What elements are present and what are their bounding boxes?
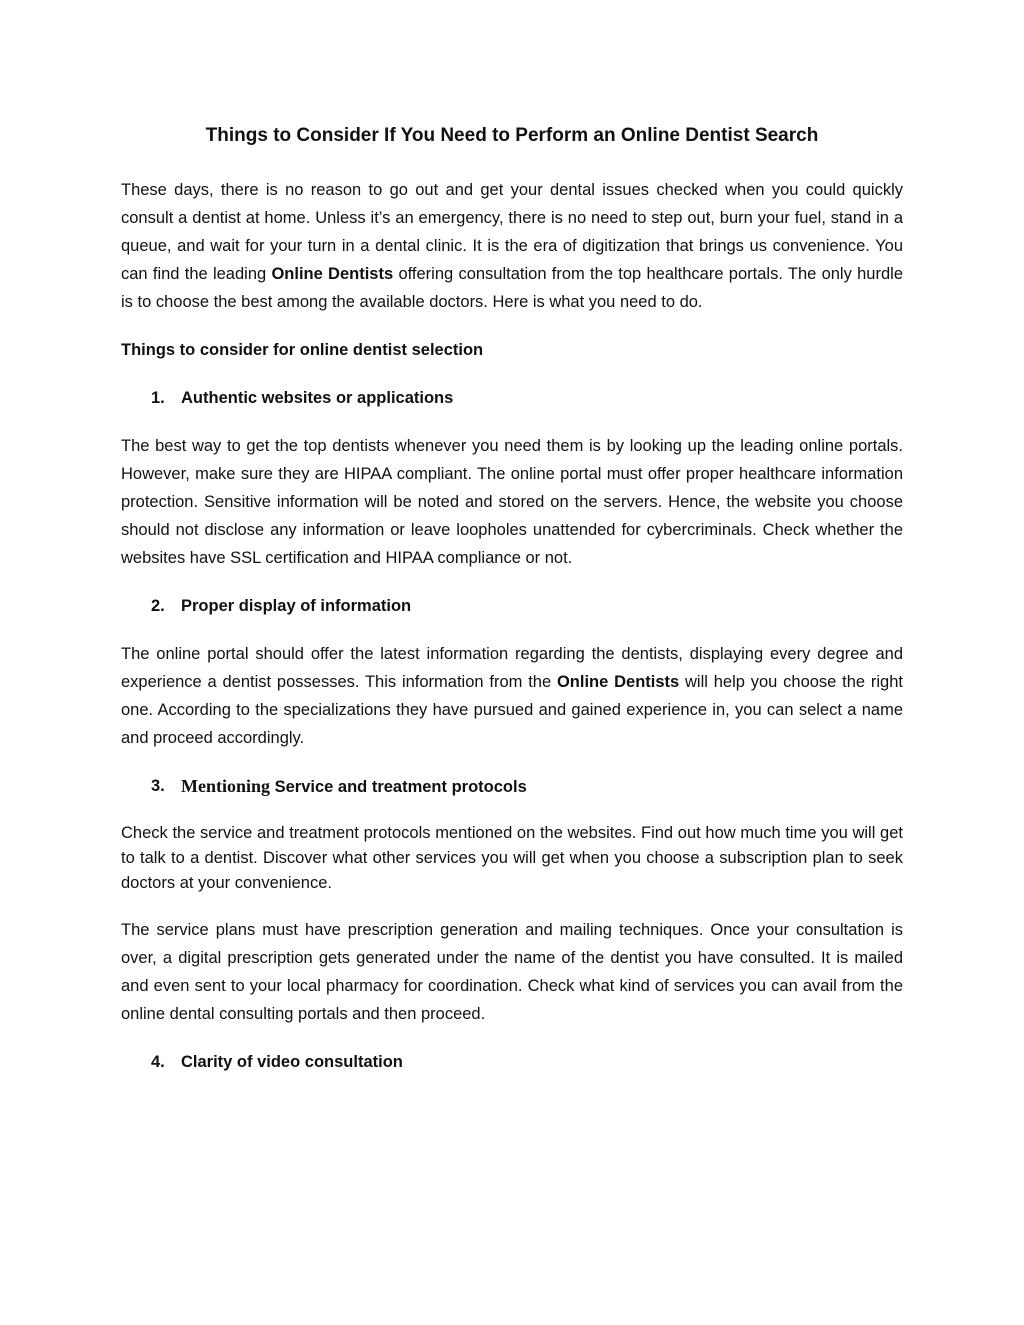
section-3-heading: [121, 772, 903, 801]
section-3-body-1: Check the service and treatment protocols mentioned on the websites. Find out how much time you will get to talk to a dentist. Discover what other services you will get when you choose a subscription plan to seek doctors at your convenience.: [121, 824, 903, 892]
section-4-number: 4.: [151, 1053, 165, 1071]
intro-paragraph: [121, 176, 903, 316]
section-1-heading: [121, 384, 903, 412]
section-1-body: The best way to get the top dentists whenever you need them is by looking up the leading online portals. However, make sure they are HIPAA compliant. The online portal must offer proper healthcare information protection. Sensitive information will be noted and stored on the servers. Hence, the website you choose should not disclose any information or leave loopholes unattended for cybercriminals. Check whether the websites have SSL certification and HIPAA compliance or not.: [121, 437, 903, 567]
intro-bold-term: Online Dentists: [271, 265, 394, 283]
section-3-title-rest: Service and treatment protocols: [270, 778, 527, 796]
section-3-number: 3.: [151, 777, 165, 795]
document-title: Things to Consider If You Need to Perform an Online Dentist Search: [205, 125, 819, 146]
section-2-number: 2.: [151, 597, 165, 615]
section-3-title: [181, 772, 527, 801]
section-2-bold-term: Online Dentists: [556, 673, 680, 691]
section-subheading: Things to consider for online dentist selection: [121, 341, 484, 359]
section-2-title: Proper display of information: [181, 597, 412, 615]
section-3-title-serif: Mentioning: [181, 776, 271, 796]
intro-text-before: These days, there is no reason to go out and get your dental issues checked when you could quickly consult a dentist at home. Unless it’s an emergency, there is no need to step out, burn your fuel, stand in a queue, and wait for your turn in a dental clinic. It is the era of digitization that brings us convenience. You can find the leading: [121, 181, 903, 283]
intro-text-after: offering consultation from the top healthcare portals. The only hurdle is to choose the best among the available doctors. Here is what you need to do.: [121, 265, 903, 311]
document-page: [121, 122, 903, 1076]
section-3-body-2: The service plans must have prescription generation and mailing techniques. Once your consultation is over, a digital prescription gets generated under the name of the dentist you have consulted. It is mailed and even sent to your local pharmacy for coordination. Check what kind of services you can avail from the online dental consulting portals and then proceed.: [121, 921, 903, 1023]
section-2-text-after: will help you choose the right one. According to the specializations they have pursued and gained experience in, you can select a name and proceed accordingly.: [121, 673, 903, 747]
section-2-text-before: The online portal should offer the latest information regarding the dentists, displaying every degree and experience a dentist possesses. This information from the: [121, 645, 903, 691]
section-1-title: Authentic websites or applications: [181, 389, 454, 407]
section-4-title: Clarity of video consultation: [181, 1053, 403, 1071]
section-2-heading: [121, 592, 903, 620]
section-2-body: [121, 640, 903, 752]
section-4-heading: [121, 1048, 903, 1076]
section-1-number: 1.: [151, 389, 165, 407]
